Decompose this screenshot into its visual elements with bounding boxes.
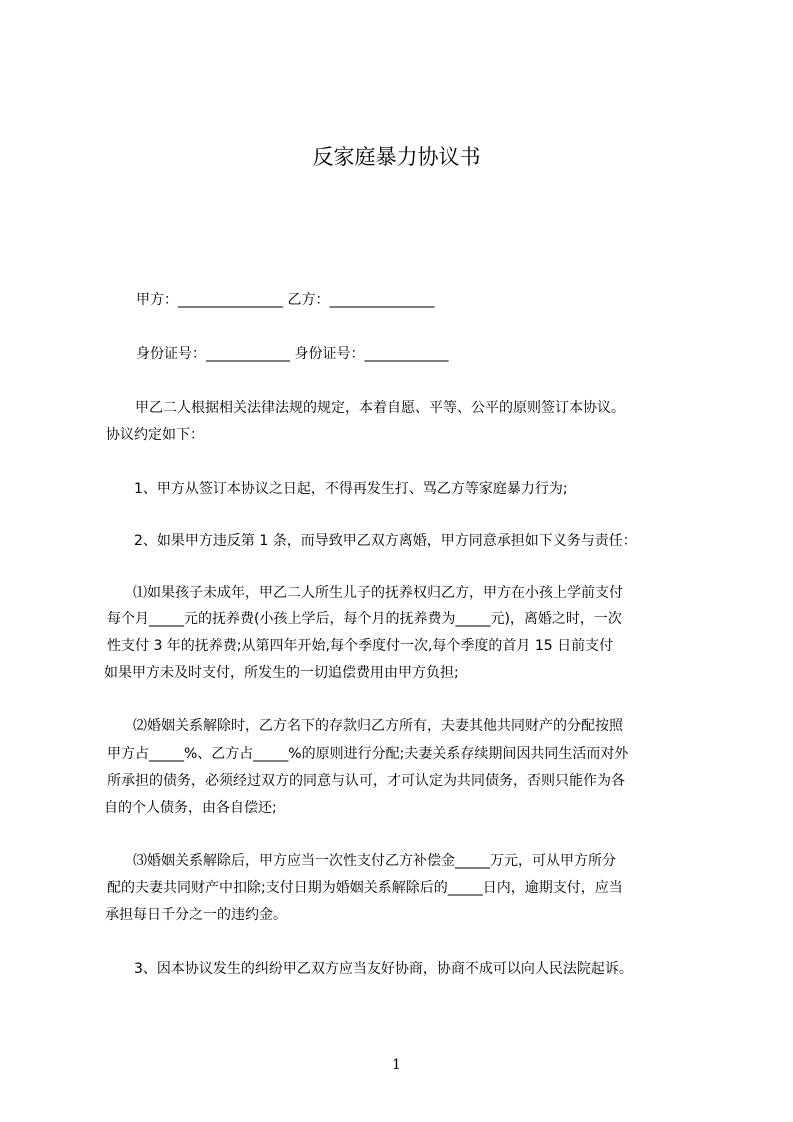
item-2-line: 甲方占_____%、乙方占_____%的原则进行分配;夫妻关系存续期间因共同生活而对外 bbox=[107, 746, 629, 762]
item-2-line: ⑵婚姻关系解除时，乙方名下的存款归乙方所有，夫妻其他共同财产的分配按照 bbox=[133, 718, 623, 734]
item-1-line: 每个月_____元的抚养费(小孩上学后，每个月的抚养费为_____元)，离婚之时，一次 bbox=[107, 611, 622, 627]
document-title: 反家庭暴力协议书 bbox=[312, 145, 481, 169]
id-number-line: 身份证号：____________ 身份证号：____________ bbox=[136, 346, 449, 362]
item-3-line: ⑶婚姻关系解除后，甲方应当一次性支付乙方补偿金_____万元，可从甲方所分 bbox=[133, 853, 616, 869]
item-1-line: 如果甲方未及时支付，所发生的一切追偿费用由甲方负担; bbox=[104, 665, 459, 681]
intro-line: 协议约定如下： bbox=[106, 427, 204, 443]
item-1-line: ⑴如果孩子未成年，甲乙二人所生儿子的抚养权归乙方，甲方在小孩上学前支付 bbox=[133, 585, 623, 601]
clause-1: 1、甲方从签订本协议之日起，不得再发生打、骂乙方等家庭暴力行为; bbox=[134, 481, 568, 497]
item-2-line: 自的个人债务，由各自偿还; bbox=[104, 800, 277, 816]
item-2-line: 所承担的债务，必须经过双方的同意与认可，才可认定为共同债务，否则只能作为各 bbox=[107, 773, 625, 789]
page-number: 1 bbox=[392, 1057, 401, 1073]
item-3-line: 承担每日千分之一的违约金。 bbox=[105, 907, 287, 923]
parties-line: 甲方：_______________ 乙方：_______________ bbox=[136, 292, 435, 308]
clause-3: 3、因本协议发生的纠纷甲乙双方应当友好协商，协商不成可以向人民法院起诉。 bbox=[134, 961, 633, 977]
clause-2: 2、如果甲方违反第 1 条，而导致甲乙双方离婚，甲方同意承担如下义务与责任： bbox=[134, 533, 637, 549]
item-1-line: 性支付 3 年的抚养费;从第四年开始,每个季度付一次,每个季度的首月 15 日前支付 bbox=[107, 638, 614, 654]
intro-line: 甲乙二人根据相关法律法规的规定，本着自愿、平等、公平的原则签订本协议。 bbox=[135, 400, 625, 416]
item-3-line: 配的夫妻共同财产中扣除;支付日期为婚姻关系解除后的_____日内，逾期支付，应当 bbox=[107, 880, 623, 896]
